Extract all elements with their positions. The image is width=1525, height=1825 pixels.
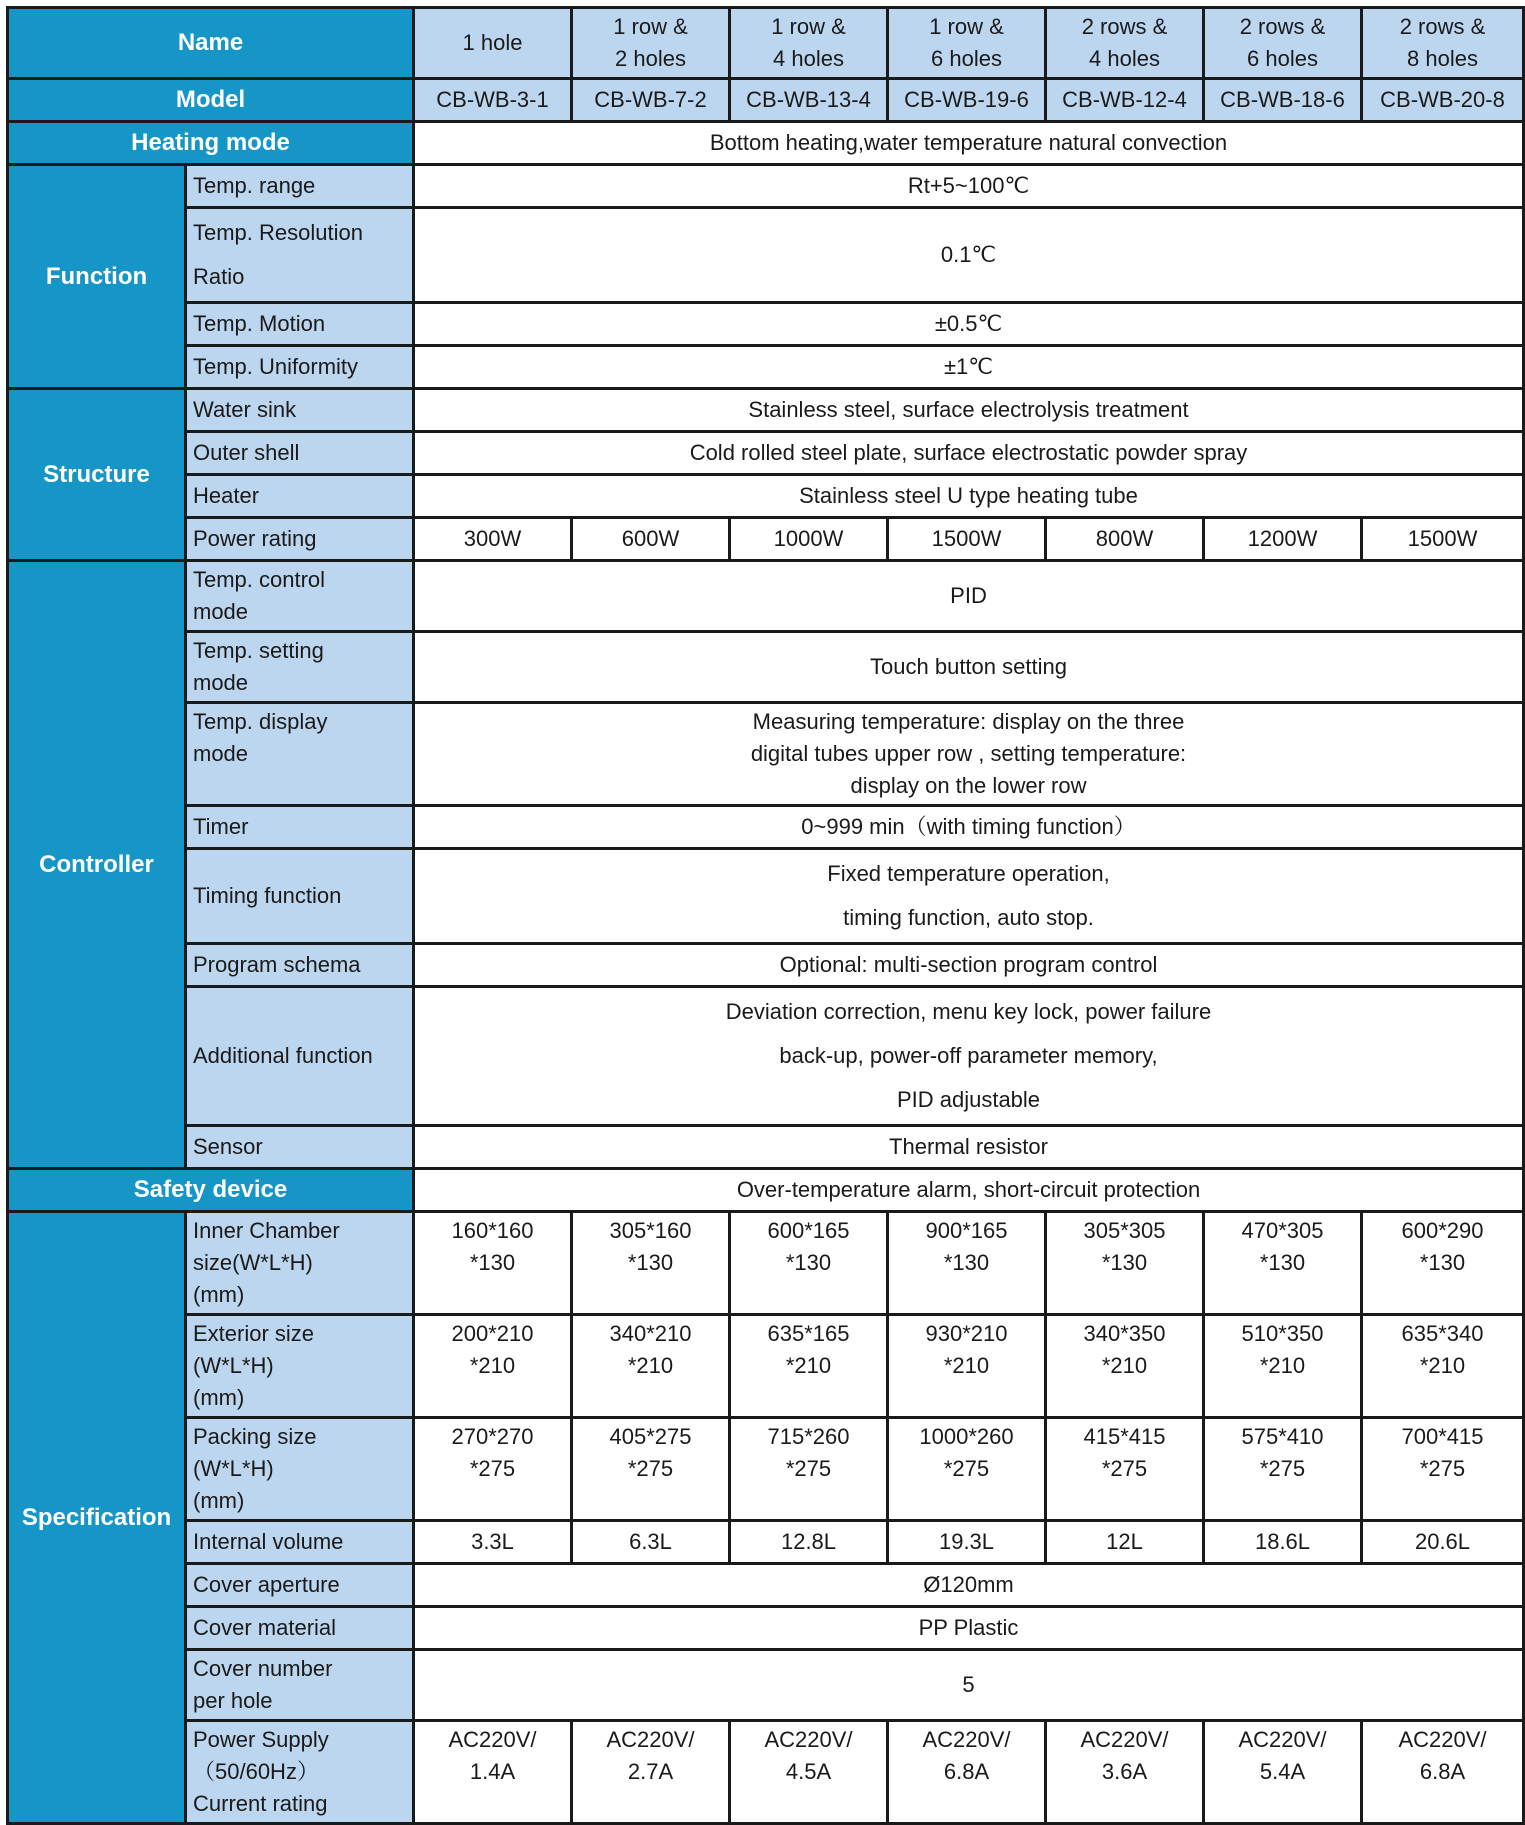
packing-size-row	[8, 1418, 1524, 1521]
model-cell: CB-WB-18-6	[1204, 79, 1362, 122]
controller-row	[8, 1126, 1524, 1169]
name-cell: 1 row & 6 holes	[888, 8, 1046, 79]
inner-chamber-cell: 600*165 *130	[730, 1212, 888, 1315]
exterior-size-cell: 930*210 *210	[888, 1315, 1046, 1418]
name-cell: 2 rows & 6 holes	[1204, 8, 1362, 79]
internal-volume-cell: 20.6L	[1362, 1521, 1524, 1564]
row-value: Stainless steel, surface electrolysis treatment	[414, 389, 1524, 432]
row-label: Temp. Uniformity	[186, 346, 414, 389]
exterior-size-cell: 635*165 *210	[730, 1315, 888, 1418]
internal-volume-cell: 12L	[1046, 1521, 1204, 1564]
internal-volume-cell: 18.6L	[1204, 1521, 1362, 1564]
controller-row	[8, 632, 1524, 703]
structure-row	[8, 389, 1524, 432]
model-cell: CB-WB-20-8	[1362, 79, 1524, 122]
row-label: Power rating	[186, 518, 414, 561]
power-supply-cell: AC220V/ 5.4A	[1204, 1721, 1362, 1824]
internal-volume-cell: 19.3L	[888, 1521, 1046, 1564]
power-rating-cell: 1200W	[1204, 518, 1362, 561]
specification-table	[6, 6, 1525, 1825]
row-label: Cover aperture	[186, 1564, 414, 1607]
row-value: Measuring temperature: display on the three digital tubes upper row , setting temperature: display on the lower row	[414, 703, 1524, 806]
cover-number-row	[8, 1650, 1524, 1721]
packing-size-cell: 415*415 *275	[1046, 1418, 1204, 1521]
row-value: 0~999 min（with timing function）	[414, 806, 1524, 849]
inner-chamber-cell: 305*160 *130	[572, 1212, 730, 1315]
structure-group-label: Structure	[8, 389, 186, 561]
row-value: 5	[414, 1650, 1524, 1721]
exterior-size-cell: 340*350 *210	[1046, 1315, 1204, 1418]
power-supply-cell: AC220V/ 2.7A	[572, 1721, 730, 1824]
row-value: Fixed temperature operation, timing function, auto stop.	[414, 849, 1524, 944]
power-supply-cell: AC220V/ 1.4A	[414, 1721, 572, 1824]
inner-chamber-cell: 900*165 *130	[888, 1212, 1046, 1315]
safety-device-header: Safety device	[8, 1169, 414, 1212]
spec-sheet	[6, 6, 1522, 1825]
row-label: Cover material	[186, 1607, 414, 1650]
packing-size-cell: 1000*260 *275	[888, 1418, 1046, 1521]
row-value: Deviation correction, menu key lock, power failure back-up, power-off parameter memory, PID adjustable	[414, 987, 1524, 1126]
heating-mode-value: Bottom heating,water temperature natural convection	[414, 122, 1524, 165]
model-row	[8, 79, 1524, 122]
controller-row	[8, 849, 1524, 944]
model-cell: CB-WB-19-6	[888, 79, 1046, 122]
row-label: Heater	[186, 475, 414, 518]
row-label: Exterior size (W*L*H) (mm)	[186, 1315, 414, 1418]
name-cell: 2 rows & 4 holes	[1046, 8, 1204, 79]
safety-device-row	[8, 1169, 1524, 1212]
exterior-size-cell: 200*210 *210	[414, 1315, 572, 1418]
inner-chamber-cell: 160*160 *130	[414, 1212, 572, 1315]
packing-size-cell: 405*275 *275	[572, 1418, 730, 1521]
inner-chamber-cell: 305*305 *130	[1046, 1212, 1204, 1315]
row-value: Optional: multi-section program control	[414, 944, 1524, 987]
power-rating-cell: 1500W	[888, 518, 1046, 561]
packing-size-cell: 700*415 *275	[1362, 1418, 1524, 1521]
power-supply-cell: AC220V/ 4.5A	[730, 1721, 888, 1824]
heating-mode-header: Heating mode	[8, 122, 414, 165]
row-value: Stainless steel U type heating tube	[414, 475, 1524, 518]
inner-chamber-cell: 600*290 *130	[1362, 1212, 1524, 1315]
row-value: 0.1℃	[414, 208, 1524, 303]
row-value: Touch button setting	[414, 632, 1524, 703]
row-value: Rt+5~100℃	[414, 165, 1524, 208]
row-label: Temp. setting mode	[186, 632, 414, 703]
row-label: Temp. range	[186, 165, 414, 208]
row-label: Inner Chamber size(W*L*H) (mm)	[186, 1212, 414, 1315]
specification-group-label: Specification	[8, 1212, 186, 1824]
inner-chamber-cell: 470*305 *130	[1204, 1212, 1362, 1315]
function-row	[8, 303, 1524, 346]
model-cell: CB-WB-7-2	[572, 79, 730, 122]
controller-row	[8, 944, 1524, 987]
row-label: Internal volume	[186, 1521, 414, 1564]
row-value: PID	[414, 561, 1524, 632]
controller-group-label: Controller	[8, 561, 186, 1169]
controller-row	[8, 561, 1524, 632]
inner-chamber-row	[8, 1212, 1524, 1315]
row-value: Thermal resistor	[414, 1126, 1524, 1169]
row-label: Timer	[186, 806, 414, 849]
name-cell: 1 hole	[414, 8, 572, 79]
controller-row	[8, 806, 1524, 849]
function-row	[8, 208, 1524, 303]
row-label: Packing size (W*L*H) (mm)	[186, 1418, 414, 1521]
power-rating-row	[8, 518, 1524, 561]
structure-row	[8, 432, 1524, 475]
internal-volume-row	[8, 1521, 1524, 1564]
power-rating-cell: 600W	[572, 518, 730, 561]
controller-row	[8, 703, 1524, 806]
row-value: ±0.5℃	[414, 303, 1524, 346]
internal-volume-cell: 3.3L	[414, 1521, 572, 1564]
packing-size-cell: 575*410 *275	[1204, 1418, 1362, 1521]
internal-volume-cell: 12.8L	[730, 1521, 888, 1564]
name-header: Name	[8, 8, 414, 79]
name-cell: 2 rows & 8 holes	[1362, 8, 1524, 79]
cover-aperture-row	[8, 1564, 1524, 1607]
row-value: PP Plastic	[414, 1607, 1524, 1650]
row-value: ±1℃	[414, 346, 1524, 389]
row-label: Sensor	[186, 1126, 414, 1169]
power-rating-cell: 300W	[414, 518, 572, 561]
row-label: Additional function	[186, 987, 414, 1126]
heating-mode-row	[8, 122, 1524, 165]
row-label: Timing function	[186, 849, 414, 944]
row-label: Outer shell	[186, 432, 414, 475]
power-supply-row	[8, 1721, 1524, 1824]
name-cell: 1 row & 4 holes	[730, 8, 888, 79]
row-label: Temp. display mode	[186, 703, 414, 806]
packing-size-cell: 715*260 *275	[730, 1418, 888, 1521]
exterior-size-cell: 340*210 *210	[572, 1315, 730, 1418]
exterior-size-cell: 635*340 *210	[1362, 1315, 1524, 1418]
function-group-label: Function	[8, 165, 186, 389]
power-rating-cell: 800W	[1046, 518, 1204, 561]
power-rating-cell: 1500W	[1362, 518, 1524, 561]
row-label: Program schema	[186, 944, 414, 987]
model-cell: CB-WB-3-1	[414, 79, 572, 122]
model-cell: CB-WB-13-4	[730, 79, 888, 122]
row-label: Cover number per hole	[186, 1650, 414, 1721]
cover-material-row	[8, 1607, 1524, 1650]
function-row	[8, 165, 1524, 208]
model-cell: CB-WB-12-4	[1046, 79, 1204, 122]
name-row	[8, 8, 1524, 79]
row-label: Water sink	[186, 389, 414, 432]
power-supply-cell: AC220V/ 6.8A	[888, 1721, 1046, 1824]
row-label: Temp. Motion	[186, 303, 414, 346]
power-supply-cell: AC220V/ 3.6A	[1046, 1721, 1204, 1824]
internal-volume-cell: 6.3L	[572, 1521, 730, 1564]
structure-row	[8, 475, 1524, 518]
controller-row	[8, 987, 1524, 1126]
name-cell: 1 row & 2 holes	[572, 8, 730, 79]
safety-device-value: Over-temperature alarm, short-circuit protection	[414, 1169, 1524, 1212]
function-row	[8, 346, 1524, 389]
row-label: Temp. Resolution Ratio	[186, 208, 414, 303]
power-supply-cell: AC220V/ 6.8A	[1362, 1721, 1524, 1824]
row-value: Cold rolled steel plate, surface electrostatic powder spray	[414, 432, 1524, 475]
exterior-size-row	[8, 1315, 1524, 1418]
power-rating-cell: 1000W	[730, 518, 888, 561]
model-header: Model	[8, 79, 414, 122]
row-value: Ø120mm	[414, 1564, 1524, 1607]
row-label: Temp. control mode	[186, 561, 414, 632]
packing-size-cell: 270*270 *275	[414, 1418, 572, 1521]
row-label: Power Supply （50/60Hz） Current rating	[186, 1721, 414, 1824]
exterior-size-cell: 510*350 *210	[1204, 1315, 1362, 1418]
